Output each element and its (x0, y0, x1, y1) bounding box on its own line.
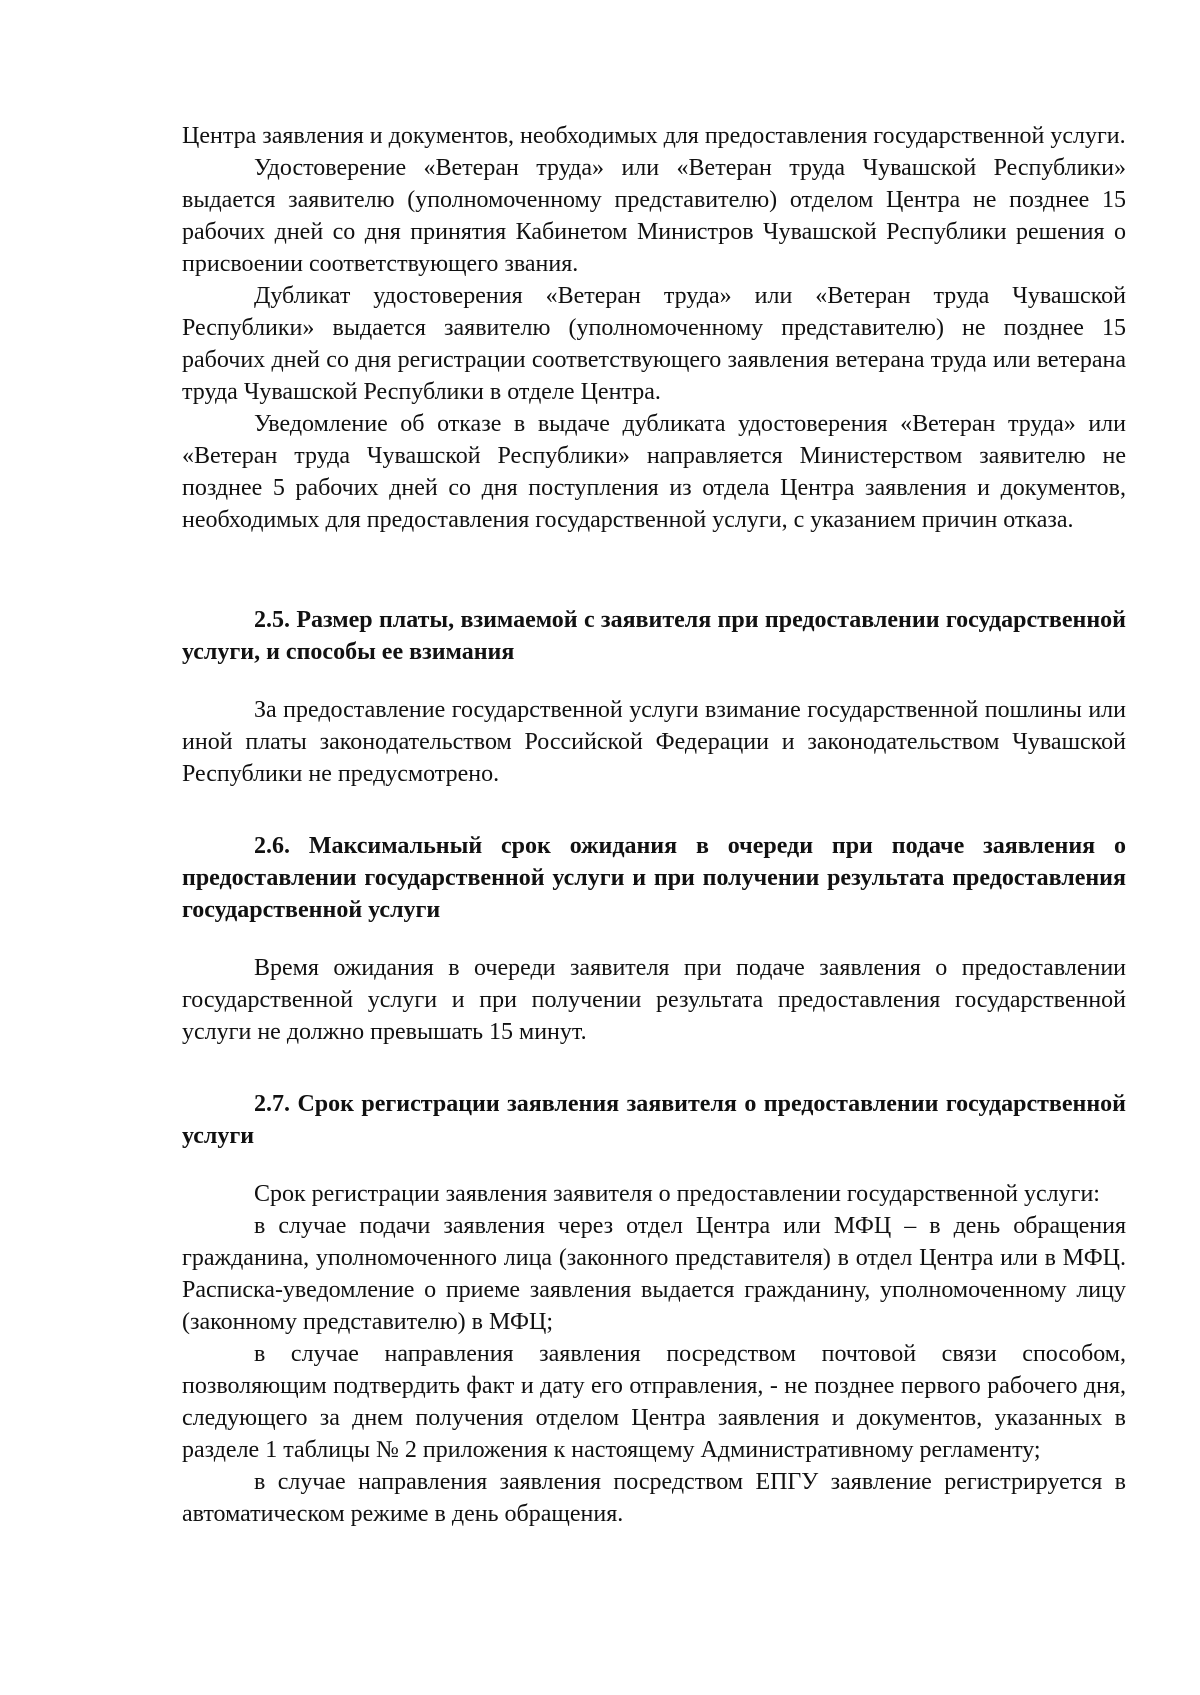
paragraph-queue-time: Время ожидания в очереди заявителя при подаче заявления о предоставлении государственной услуги и при получении результата предоставления государственной услуги не должно превышать 15 минут. (182, 955, 1126, 1045)
paragraph-refusal-notice: Уведомление об отказе в выдаче дубликата удостоверения «Ветеран труда» или «Ветеран труда Чувашской Республики» направляется Министерством заявителю не позднее 5 рабочих дней со дня поступления из отдела Центра заявления и документов, необходимых для предоставления государственной услуги, с указанием причин отказа. (182, 411, 1126, 533)
paragraph-registration-epgu: в случае направления заявления посредством ЕПГУ заявление регистрируется в автоматическом режиме в день обращения. (182, 1469, 1126, 1527)
section-heading-2-6: 2.6. Максимальный срок ожидания в очереди при подаче заявления о предоставлении государственной услуги и при получении результата предоставления государственной услуги (182, 833, 1126, 923)
paragraph-registration-postal: в случае направления заявления посредством почтовой связи способом, позволяющим подтвердить факт и дату его отправления, - не позднее первого рабочего дня, следующего за днем получения отделом Центра заявления и документов, указанных в разделе 1 таблицы № 2 приложения к настоящему Административному регламенту; (182, 1341, 1126, 1463)
paragraph-registration-term: Срок регистрации заявления заявителя о предоставлении государственной услуги: (254, 1181, 1100, 1207)
document-body (182, 120, 1126, 1530)
section-heading-2-5: 2.5. Размер платы, взимаемой с заявителя при предоставлении государственной услуги, и способы ее взимания (182, 607, 1126, 665)
paragraph-continuation: Центра заявления и документов, необходимых для предоставления государственной услуги. (182, 123, 1126, 149)
paragraph-registration-in-person: в случае подачи заявления через отдел Центра или МФЦ – в день обращения гражданина, уполномоченного лица (законного представителя) в отдел Центра или в МФЦ. Расписка-уведомление о приеме заявления выдается гражданину, уполномоченному лицу (законному представителю) в МФЦ; (182, 1213, 1126, 1335)
section-heading-2-7: 2.7. Срок регистрации заявления заявителя о предоставлении государственной услуги (182, 1091, 1126, 1149)
paragraph-certificate-issue: Удостоверение «Ветеран труда» или «Ветеран труда Чувашской Республики» выдается заявителю (уполномоченному представителю) отделом Центра не позднее 15 рабочих дней со дня принятия Кабинетом Министров Чувашской Республики решения о присвоении соответствующего звания. (182, 155, 1126, 277)
paragraph-duplicate-issue: Дубликат удостоверения «Ветеран труда» или «Ветеран труда Чувашской Республики» выдается заявителю (уполномоченному представителю) не позднее 15 рабочих дней со дня регистрации соответствующего заявления ветерана труда или ветерана труда Чувашской Республики в отделе Центра. (182, 283, 1126, 405)
paragraph-fee: За предоставление государственной услуги взимание государственной пошлины или иной платы законодательством Российской Федерации и законодательством Чувашской Республики не предусмотрено. (182, 697, 1126, 787)
